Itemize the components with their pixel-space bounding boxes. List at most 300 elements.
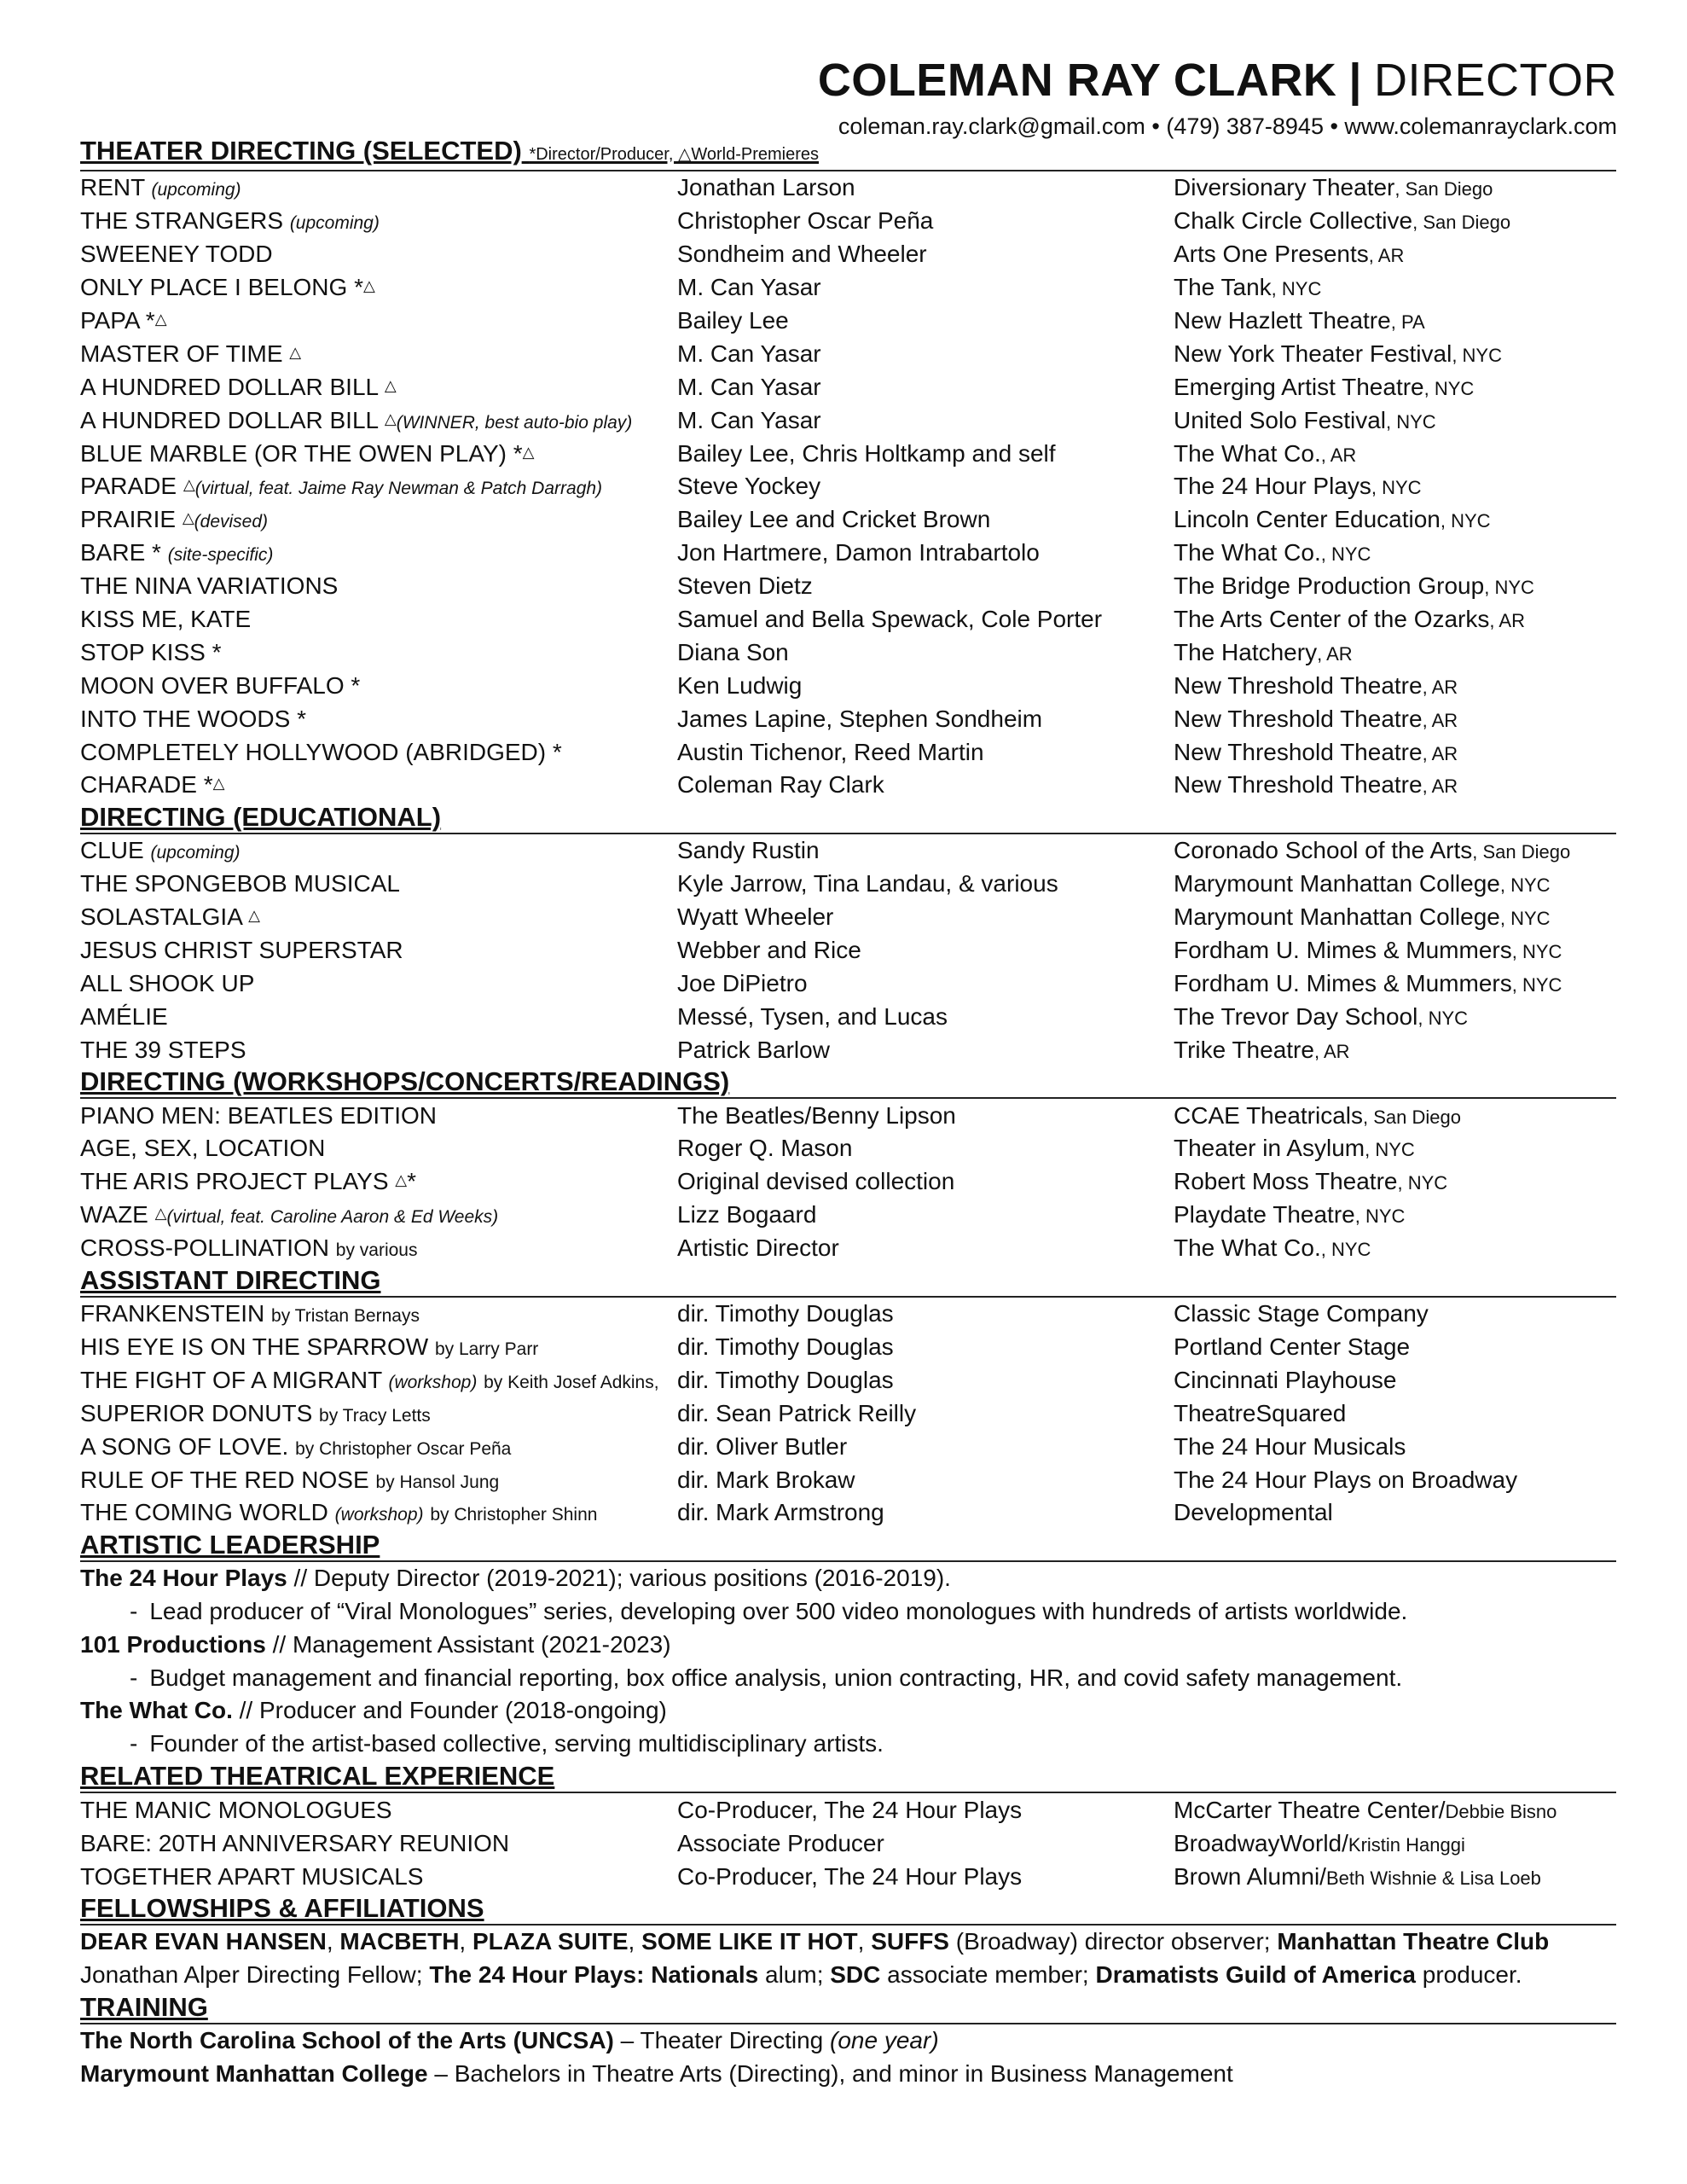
- resume-row: [80, 570, 1616, 603]
- venue-cell: [1174, 539, 1616, 566]
- production-title: RENT: [80, 174, 145, 201]
- by-credit: by Tracy Letts: [319, 1405, 431, 1426]
- production-cell: [80, 1499, 677, 1526]
- venue-location: PA: [1400, 311, 1425, 333]
- resume-row: [80, 1331, 1616, 1364]
- resume-row: [80, 702, 1616, 735]
- world-premiere-mark: △: [522, 443, 535, 461]
- venue-name: Diversionary Theater: [1174, 174, 1395, 201]
- title-part: WAZE: [80, 1201, 155, 1228]
- show-name: DEAR EVAN HANSEN: [80, 1927, 327, 1955]
- sep: ,: [1320, 444, 1330, 466]
- venue-location: San Diego: [1405, 178, 1493, 200]
- resume-row: [80, 868, 1616, 901]
- venue-location: NYC: [1407, 1172, 1448, 1194]
- writer-cell: Jonathan Larson: [677, 174, 855, 201]
- show-name: PLAZA SUITE: [472, 1927, 629, 1955]
- venue-location: NYC: [1330, 543, 1371, 566]
- production-title: STOP KISS *: [80, 638, 222, 665]
- resume-row: [80, 1099, 1616, 1132]
- resume-row: [80, 735, 1616, 769]
- writer-cell: The Beatles/Benny Lipson: [677, 1101, 956, 1129]
- production-cell: [80, 374, 677, 401]
- assistant-rows: [80, 1298, 1616, 1530]
- production-title: THE FIGHT OF A MIGRANT: [80, 1366, 382, 1393]
- production-cell: [80, 937, 677, 964]
- venue-cell: [1174, 672, 1616, 700]
- venue-cell: [1174, 1102, 1616, 1130]
- spacer: [264, 1300, 271, 1327]
- sep: ,: [1472, 841, 1483, 863]
- writer-cell: Steven Dietz: [677, 572, 813, 600]
- venue-name: Chalk Circle Collective: [1174, 207, 1413, 235]
- production-cell: [80, 274, 677, 301]
- production-cell: [80, 1367, 677, 1394]
- production-title: CLUE: [80, 837, 144, 864]
- venue-cell: [1174, 1234, 1616, 1262]
- organization-role: // Deputy Director (2019-2021); various positions (2016-2019).: [287, 1564, 951, 1591]
- resume-row: [80, 337, 1616, 370]
- venue-name: Developmental: [1174, 1499, 1333, 1526]
- contact-line: coleman.ray.clark@gmail.com • (479) 387-8945 • www.colemanrayclark.com: [838, 113, 1617, 139]
- venue-cell: [1174, 739, 1616, 766]
- sep: ,: [1365, 1139, 1376, 1161]
- resume-row: [80, 1827, 1616, 1860]
- bullet-text: Budget management and financial reporting, box office analysis, union contracting, HR, and covid safety management.: [149, 1664, 1403, 1691]
- production-title: SUPERIOR DONUTS: [80, 1399, 313, 1426]
- production-note: (virtual, feat. Jaime Ray Newman & Patch Darragh): [194, 479, 603, 499]
- resume-row: [80, 901, 1616, 934]
- writer-cell: Patrick Barlow: [677, 1036, 830, 1063]
- sdc-name: SDC: [830, 1960, 881, 1988]
- writer-cell: Samuel and Bella Spewack, Cole Porter: [677, 606, 1103, 633]
- production-cell: [80, 407, 677, 434]
- production-note: (workshop): [388, 1372, 478, 1392]
- spacer: [428, 1333, 435, 1360]
- writer-cell: Artistic Director: [677, 1234, 839, 1262]
- writer-cell: Austin Tichenor, Reed Martin: [677, 738, 984, 765]
- production-title: A SONG OF LOVE.: [80, 1432, 289, 1460]
- bullet-dash: -: [130, 1664, 138, 1691]
- writer-cell: Lizz Bogaard: [677, 1201, 817, 1228]
- production-title: BARE *: [80, 539, 161, 566]
- writer-cell: M. Can Yasar: [677, 340, 821, 367]
- organization-name: The What Co.: [80, 1697, 233, 1724]
- writer-cell: Wyatt Wheeler: [677, 903, 834, 931]
- production-cell: [80, 1234, 677, 1262]
- spacer: [283, 207, 290, 234]
- venue-cell: [1174, 1830, 1616, 1857]
- sep: ,: [1412, 212, 1423, 234]
- writer-cell: James Lapine, Stephen Sondheim: [677, 705, 1043, 732]
- venue-location: NYC: [1281, 278, 1322, 300]
- production-cell: [80, 1433, 677, 1461]
- section-heading: RELATED THEATRICAL EXPERIENCE: [80, 1761, 1616, 1793]
- production-title: BARE: 20TH ANNIVERSARY REUNION: [80, 1829, 510, 1856]
- sep: ,: [1271, 278, 1282, 300]
- production-cell: [80, 1003, 677, 1031]
- world-premiere-mark: △: [154, 1205, 167, 1223]
- production-cell: [80, 241, 677, 268]
- production-cell: [80, 1168, 677, 1195]
- production-note: (devised): [194, 512, 269, 532]
- writer-cell: Steve Yockey: [677, 473, 821, 500]
- resume-row: [80, 1298, 1616, 1331]
- production-title: THE SPONGEBOB MUSICAL: [80, 870, 400, 897]
- production-title: THE 39 STEPS: [80, 1036, 246, 1063]
- venue-location: NYC: [1396, 410, 1436, 433]
- title-part: PARADE: [80, 473, 183, 500]
- training-section: [80, 1992, 1616, 2091]
- sep: ,: [1394, 178, 1406, 200]
- production-cell: [80, 473, 677, 500]
- writer-cell: Jon Hartmere, Damon Intrabartolo: [677, 539, 1040, 566]
- production-note: (upcoming): [289, 213, 380, 234]
- venue-location: NYC: [1451, 510, 1491, 532]
- director-name: COLEMAN RAY CLARK: [817, 55, 1337, 106]
- nationals-name: The 24 Hour Plays: Nationals: [429, 1960, 759, 1988]
- title-part: THE ARIS PROJECT PLAYS: [80, 1168, 396, 1195]
- venue-name: The Trevor Day School: [1174, 1002, 1418, 1030]
- production-note: (virtual, feat. Caroline Aaron & Ed Weeks): [166, 1207, 499, 1228]
- by-credit: by Hansol Jung: [375, 1472, 500, 1492]
- sep: ,: [1423, 377, 1435, 399]
- venue-location: San Diego: [1373, 1106, 1461, 1128]
- sep: ,: [1452, 344, 1463, 366]
- writer-cell: Messé, Tysen, and Lucas: [677, 1002, 948, 1030]
- venue-location: AR: [1499, 610, 1525, 632]
- venue-name: Emerging Artist Theatre: [1174, 373, 1424, 400]
- venue-location: AR: [1330, 444, 1357, 466]
- venue-location: AR: [1431, 742, 1458, 764]
- production-cell: [80, 837, 677, 864]
- organization-name: The 24 Hour Plays: [80, 1564, 287, 1591]
- resume-row: [80, 1463, 1616, 1496]
- writer-cell: Roger Q. Mason: [677, 1135, 853, 1162]
- resume-row: [80, 503, 1616, 537]
- venue-cell: [1174, 1863, 1616, 1891]
- venue-location: NYC: [1494, 577, 1534, 599]
- writer-cell: Co-Producer, The 24 Hour Plays: [677, 1862, 1023, 1890]
- venue-cell: [1174, 870, 1616, 897]
- venue-name: New Threshold Theatre: [1174, 705, 1423, 732]
- title-part: PRAIRIE: [80, 506, 183, 533]
- production-cell: [80, 672, 677, 700]
- production-cell: [80, 207, 677, 235]
- venue-cell: [1174, 207, 1616, 235]
- resume-row: [80, 1860, 1616, 1893]
- related-rows: [80, 1793, 1616, 1893]
- writer-cell: Christopher Oscar Peña: [677, 207, 934, 235]
- venue-name: The Hatchery: [1174, 638, 1318, 665]
- production-title: THE NINA VARIATIONS: [80, 572, 339, 600]
- organization-role: // Management Assistant (2021-2023): [265, 1630, 671, 1658]
- bullet-text: Lead producer of “Viral Monologues” series, developing over 500 video monologues with hundreds of artists worldwide.: [149, 1597, 1408, 1624]
- venue-name: Robert Moss Theatre: [1174, 1168, 1398, 1195]
- venue-name: The Bridge Production Group: [1174, 572, 1485, 600]
- production-cell: [80, 539, 677, 566]
- show-name: MACBETH: [339, 1927, 460, 1955]
- by-credit: by various: [335, 1240, 418, 1261]
- production-title: THE COMING WORLD: [80, 1499, 328, 1526]
- production-cell: [80, 1300, 677, 1327]
- venue-cell: [1174, 440, 1616, 468]
- production-title: FRANKENSTEIN: [80, 1300, 265, 1327]
- dga-name: Dramatists Guild of America: [1095, 1960, 1416, 1988]
- venue-cell: [1174, 307, 1616, 334]
- world-premiere-mark: △: [182, 509, 194, 527]
- venue-cell: [1174, 1433, 1616, 1461]
- training-item: Marymount Manhattan College – Bachelors in Theatre Arts (Directing), and minor in Business Management: [80, 2059, 1233, 2087]
- resume-row: [80, 669, 1616, 702]
- sep: ,: [1390, 311, 1401, 333]
- venue-name: Marymount Manhattan College: [1174, 870, 1500, 897]
- by-credit: by Christopher Oscar Peña: [295, 1438, 512, 1459]
- resume-row: [80, 238, 1616, 271]
- sep: ,: [1386, 410, 1397, 433]
- venue-cell: [1174, 473, 1616, 500]
- spacer: [288, 1433, 295, 1460]
- sep: ,: [1368, 245, 1378, 267]
- venue-location: San Diego: [1482, 841, 1571, 863]
- assistant-directing-section: [80, 1265, 1616, 1530]
- venue-name: Cincinnati Playhouse: [1174, 1366, 1397, 1393]
- production-title: KISS ME, KATE: [80, 606, 252, 633]
- writer-cell: M. Can Yasar: [677, 373, 821, 400]
- section-heading: TRAINING: [80, 1992, 1616, 2024]
- venue-name: Fordham U. Mimes & Mummers: [1174, 969, 1512, 996]
- educational-section: [80, 802, 1616, 1066]
- production-title: COMPLETELY HOLLYWOOD (ABRIDGED) *: [80, 738, 562, 765]
- world-premiere-mark: △: [289, 343, 302, 361]
- sep: ,: [1422, 676, 1432, 698]
- venue-location: NYC: [1434, 377, 1475, 399]
- production-cell: [80, 440, 677, 468]
- writer-cell: Diana Son: [677, 638, 789, 665]
- venue-cell: [1174, 706, 1616, 733]
- production-title: PIANO MEN: BEATLES EDITION: [80, 1101, 438, 1129]
- venue-name: New Threshold Theatre: [1174, 771, 1423, 799]
- leadership-entry: [80, 1562, 1616, 1629]
- venue-name: Marymount Manhattan College: [1174, 903, 1500, 931]
- section-heading: FELLOWSHIPS & AFFILIATIONS: [80, 1893, 1616, 1926]
- leadership-entry: [80, 1694, 1616, 1761]
- venue-name: The Tank: [1174, 274, 1272, 301]
- resume-row: [80, 636, 1616, 669]
- writer-cell: dir. Timothy Douglas: [677, 1333, 894, 1360]
- production-note: (upcoming): [151, 180, 241, 200]
- sep: ,: [1499, 908, 1511, 930]
- show-name: SUFFS: [871, 1927, 949, 1955]
- venue-cell: [1174, 407, 1616, 434]
- by-credit: by Larry Parr: [434, 1339, 539, 1359]
- bullet-text: Founder of the artist-based collective, serving multidisciplinary artists.: [149, 1730, 884, 1757]
- writer-cell: Ken Ludwig: [677, 671, 803, 699]
- resume-row: [80, 1397, 1616, 1430]
- production-cell: [80, 903, 677, 931]
- school-name: The North Carolina School of the Arts (UNCSA): [80, 2026, 614, 2053]
- venue-location: NYC: [1522, 941, 1562, 963]
- venue-cell: [1174, 1499, 1616, 1526]
- title-part: CHARADE *: [80, 771, 213, 799]
- venue-name: The 24 Hour Plays on Broadway: [1174, 1466, 1518, 1493]
- venue-cell: [1174, 1201, 1616, 1228]
- venue-cell: [1174, 970, 1616, 997]
- production-note: (site-specific): [167, 545, 274, 566]
- venue-name: Classic Stage Company: [1174, 1300, 1429, 1327]
- production-title: RULE OF THE RED NOSE: [80, 1466, 369, 1493]
- venue-name: McCarter Theatre Center/: [1174, 1796, 1446, 1823]
- resume-content: [80, 136, 1616, 2091]
- writer-cell: dir. Mark Brokaw: [677, 1466, 855, 1493]
- resume-row: [80, 967, 1616, 1000]
- venue-cell: [1174, 1135, 1616, 1162]
- venue-name: New York Theater Festival: [1174, 340, 1452, 367]
- venue-location: Kristin Hanggi: [1348, 1833, 1465, 1856]
- venue-name: New Threshold Theatre: [1174, 671, 1423, 699]
- venue-cell: [1174, 374, 1616, 401]
- venue-name: The 24 Hour Plays: [1174, 473, 1371, 500]
- venue-cell: [1174, 937, 1616, 964]
- venue-name: CCAE Theatricals: [1174, 1101, 1364, 1129]
- venue-name: Portland Center Stage: [1174, 1333, 1411, 1360]
- world-premiere-mark: △: [154, 311, 167, 328]
- artistic-leadership-section: [80, 1530, 1616, 1761]
- venue-location: NYC: [1510, 874, 1551, 897]
- resume-row: [80, 437, 1616, 470]
- resume-row: [80, 1033, 1616, 1066]
- fellowships-line-1: DEAR EVAN HANSEN, MACBETH, PLAZA SUITE, SOME LIKE IT HOT, SUFFS (Broadway) director observer; Manhattan Theatre Club: [80, 1927, 1550, 1955]
- title-part: SOLASTALGIA: [80, 903, 249, 931]
- section-heading: DIRECTING (EDUCATIONAL): [80, 802, 1616, 834]
- venue-location: AR: [1326, 642, 1353, 665]
- venue-cell: [1174, 837, 1616, 864]
- writer-cell: Associate Producer: [677, 1829, 884, 1856]
- world-premiere-mark: △: [384, 410, 397, 427]
- writer-cell: dir. Timothy Douglas: [677, 1366, 894, 1393]
- venue-location: NYC: [1375, 1139, 1415, 1161]
- writer-cell: Sandy Rustin: [677, 837, 820, 864]
- section-heading: ARTISTIC LEADERSHIP: [80, 1530, 1616, 1562]
- venue-cell: [1174, 1797, 1616, 1824]
- venue-name: The What Co.: [1174, 439, 1321, 467]
- venue-location: San Diego: [1423, 212, 1511, 234]
- production-cell: [80, 1830, 677, 1857]
- resume-row: [80, 1000, 1616, 1033]
- sep: ,: [1499, 874, 1511, 897]
- venue-cell: [1174, 340, 1616, 368]
- production-cell: [80, 340, 677, 368]
- related-experience-section: [80, 1761, 1616, 1893]
- venue-name: Brown Alumni/: [1174, 1862, 1326, 1890]
- sep: ,: [1511, 973, 1522, 996]
- venue-cell: [1174, 606, 1616, 633]
- production-cell: [80, 174, 677, 201]
- resume-row: [80, 171, 1616, 205]
- resume-row: [80, 934, 1616, 967]
- sep: ,: [1422, 775, 1432, 798]
- resume-row: [80, 834, 1616, 868]
- venue-name: Fordham U. Mimes & Mummers: [1174, 937, 1512, 964]
- writer-cell: Coleman Ray Clark: [677, 771, 884, 799]
- production-title: THE STRANGERS: [80, 207, 284, 235]
- name-separator: |: [1348, 55, 1362, 106]
- title-part: ONLY PLACE I BELONG *: [80, 274, 363, 301]
- writer-cell: Bailey Lee and Cricket Brown: [677, 506, 991, 533]
- venue-cell: [1174, 1300, 1616, 1327]
- spacer: [329, 1234, 336, 1261]
- writer-cell: Webber and Rice: [677, 937, 861, 964]
- writer-cell: Joe DiPietro: [677, 969, 808, 996]
- resume-row: [80, 1793, 1616, 1827]
- production-cell: [80, 970, 677, 997]
- venue-cell: [1174, 1037, 1616, 1064]
- venue-name: TheatreSquared: [1174, 1399, 1347, 1426]
- sep: ,: [1417, 1007, 1429, 1029]
- production-title: INTO THE WOODS *: [80, 705, 306, 732]
- title-part: BLUE MARBLE (OR THE OWEN PLAY) *: [80, 439, 523, 467]
- section-heading: ASSISTANT DIRECTING: [80, 1265, 1616, 1298]
- venue-name: Trike Theatre: [1174, 1036, 1314, 1063]
- fellowships-line-2: Jonathan Alper Directing Fellow; The 24 Hour Plays: Nationals alum; SDC associate member; Dramatists Guild of America producer.: [80, 1960, 1522, 1988]
- production-title: TOGETHER APART MUSICALS: [80, 1862, 424, 1890]
- venue-location: AR: [1431, 709, 1458, 731]
- show-name: SOME LIKE IT HOT: [641, 1927, 858, 1955]
- resume-row: [80, 1132, 1616, 1165]
- production-cell: [80, 1333, 677, 1361]
- organization-name: 101 Productions: [80, 1630, 266, 1658]
- venue-cell: [1174, 1467, 1616, 1494]
- sep: ,: [1397, 1172, 1408, 1194]
- venue-location: NYC: [1365, 1205, 1406, 1228]
- production-title: HIS EYE IS ON THE SPARROW: [80, 1333, 429, 1360]
- by-credit: by Christopher Shinn: [430, 1505, 598, 1525]
- workshop-rows: [80, 1099, 1616, 1264]
- venue-cell: [1174, 1333, 1616, 1361]
- resume-row: [80, 370, 1616, 404]
- venue-location: Debbie Bisno: [1445, 1800, 1557, 1822]
- production-cell: [80, 606, 677, 633]
- writer-cell: Bailey Lee, Chris Holtkamp and self: [677, 439, 1056, 467]
- by-credit: by Keith Josef Adkins,: [484, 1372, 659, 1392]
- production-cell: [80, 1037, 677, 1064]
- production-cell: [80, 771, 677, 799]
- resume-row: [80, 537, 1616, 570]
- production-cell: [80, 1102, 677, 1130]
- educational-rows: [80, 834, 1616, 1066]
- venue-cell: [1174, 241, 1616, 268]
- production-title: CROSS-POLLINATION: [80, 1234, 329, 1262]
- resume-row: [80, 603, 1616, 636]
- spacer: [477, 1367, 484, 1393]
- sep: ,: [1313, 1040, 1324, 1062]
- leadership-entry: [80, 1629, 1616, 1695]
- fellowships-section: [80, 1893, 1616, 1992]
- production-cell: [80, 307, 677, 334]
- world-premiere-mark: △: [395, 1171, 408, 1189]
- sep: ,: [1422, 742, 1432, 764]
- theater-directing-section: [80, 136, 1616, 802]
- production-cell: [80, 706, 677, 733]
- workshops-section: [80, 1066, 1616, 1264]
- venue-name: Arts One Presents: [1174, 241, 1369, 268]
- resume-row: [80, 769, 1616, 802]
- world-premiere-mark: △: [384, 376, 397, 394]
- training-item: The North Carolina School of the Arts (UNCSA) – Theater Directing (one year): [80, 2026, 939, 2053]
- sep: ,: [1371, 477, 1383, 499]
- venue-cell: [1174, 639, 1616, 666]
- bullet-dash: -: [130, 1597, 138, 1624]
